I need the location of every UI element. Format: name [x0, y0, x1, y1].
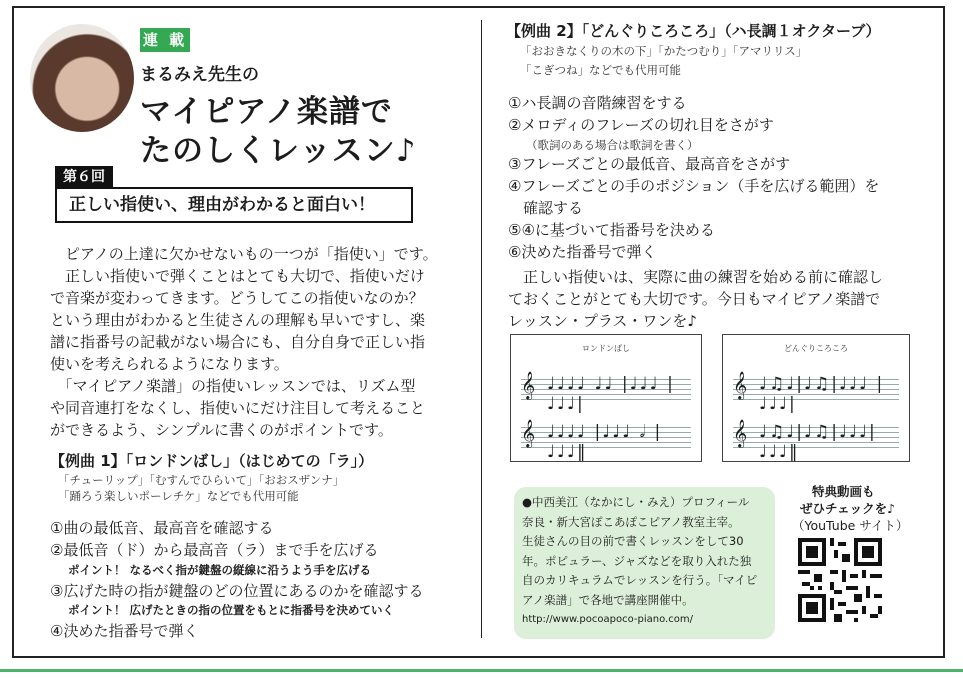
lesson-line: 「マイピアノ楽譜」の指使いレッスンでは、リズム型: [50, 377, 416, 395]
example2-note: （歌詞のある場合は歌詞を書く）: [526, 138, 699, 152]
bonus-line-1: 特典動画も: [812, 484, 875, 499]
example2-step: ③フレーズごとの最低音、最高音をさがす: [508, 155, 791, 173]
treble-clef-icon: 𝄞: [521, 419, 536, 447]
lesson-line: や同音連打をなくし、指使いにだけ注目して考えること: [50, 399, 426, 417]
bottom-green-rule: [0, 669, 963, 672]
example1-step: ①曲の最低音、最高音を確認する: [50, 519, 274, 537]
score-caption: どんぐりころころ: [784, 344, 848, 353]
intro-line: で音楽が変わってきます。どうしてこの指使いなのか？: [50, 289, 424, 307]
closing-line: 正しい指使いは、実際に曲の練習を始める前に確認し: [508, 268, 884, 286]
treble-clef-icon: 𝄞: [733, 419, 748, 447]
example2-alternative: 「こぎつね」などでも代用可能: [520, 63, 681, 77]
example2-alternative: 「おおきなくりの木の下」「かたつむり」「アマリリス」: [520, 44, 808, 58]
example2-step: ①ハ長調の音階練習をする: [508, 94, 687, 112]
series-badge: 連 載: [140, 28, 190, 52]
profile-line: アノ楽譜」で各地で講座開催中。: [522, 592, 694, 607]
notes-glyph: ♩♩♩♩ ♩♩ |♩♩♩ |♩♩♩|: [547, 374, 675, 414]
intro-line: という理由がわかると生徒さんの理解も早いですし、楽: [50, 311, 426, 329]
qr-code-icon[interactable]: [798, 538, 882, 622]
example1-step: ②最低音（ド）から最高音（ラ）まで手を広げる: [50, 541, 379, 559]
profile-line: 年。ポピュラー、ジャズなどを取り入れた独: [522, 553, 752, 568]
title-line-2: たのしくレッスン♪: [140, 133, 417, 169]
staff: [733, 419, 899, 462]
profile-line: ●中西美江（なかにし・みえ）プロフィール: [522, 495, 750, 509]
staff: [733, 371, 899, 414]
example2-heading: 【例曲 2】「どんぐりころころ」（ハ長調１オクターブ）: [506, 22, 881, 40]
intro-line: 使いを考えられるようになります。: [50, 355, 289, 373]
example1-step: ③広げた時の指が鍵盤のどの位置にあるのかを確認する: [50, 582, 424, 600]
bonus-line-3: （YouTube サイト）: [792, 518, 909, 533]
notes-glyph: ♩♩♩♩ |♩♩♩ 𝅗𝅥 |♩♩♩‖: [547, 422, 663, 462]
example2-step: 確認する: [508, 199, 584, 217]
intro-line: 正しい指使いで弾くことはとても大切で、指使いだけ: [50, 267, 425, 285]
author-line: まるみえ先生の: [140, 65, 259, 85]
article-subtitle: 正しい指使い、理由がわかると面白い！: [55, 187, 413, 223]
issue-number: 第６回: [55, 166, 113, 188]
treble-clef-icon: 𝄞: [733, 371, 748, 399]
lesson-line: ができるよう、シンプルに書くのがポイントです。: [50, 421, 393, 439]
example1-heading: 【例曲 1】「ロンドンばし」（はじめての「ラ」）: [50, 452, 374, 470]
example2-step: ④フレーズごとの手のポジション（手を広げる範囲）を: [508, 177, 880, 195]
example1-alternative: 「チューリップ」「むすんでひらいて」「おおスザンナ」: [58, 473, 345, 487]
intro-line: 譜に指番号の記載がない場合にも、自分自身で正しい指: [50, 333, 426, 351]
intro-line: ピアノの上達に欠かせないもの一つが「指使い」です。: [50, 245, 438, 263]
title-line-1: マイピアノ楽譜で: [140, 94, 393, 130]
example1-point: ポイント！ なるべく指が鍵盤の縦線に沿うよう手を広げる: [68, 563, 372, 577]
example2-step: ⑤④に基づいて指番号を決める: [508, 221, 715, 239]
score-donguri: [722, 334, 910, 462]
closing-line: レッスン・プラス・ワンを♪: [508, 312, 697, 330]
staff: [521, 419, 691, 462]
example1-point: ポイント！ 広げたときの指の位置をもとに指番号を決めていく: [68, 603, 395, 617]
profile-line: 生徒さんの目の前で書くレッスンをして30: [522, 534, 744, 548]
score-london-bridge: [510, 334, 702, 462]
author-photo: [30, 24, 134, 132]
example2-step: ⑥決めた指番号で弾く: [508, 243, 657, 261]
example2-step: ②メロディのフレーズの切れ目をさがす: [508, 116, 774, 134]
author-profile: [514, 487, 775, 639]
closing-paragraph: [508, 266, 928, 332]
bonus-line-2: ぜひチェックを♪: [800, 501, 896, 516]
example1-step: ④決めた指番号で弾く: [50, 622, 199, 640]
treble-clef-icon: 𝄞: [521, 371, 536, 399]
example1-alternative: 「踊ろう楽しいポーレチケ」などでも代用可能: [58, 489, 299, 503]
profile-line: 自のカリキュラムでレッスンを行う。「マイピ: [522, 573, 758, 587]
notes-glyph: ♩♫♩|♩♫|♩♩♩ |♩♩♩|: [759, 374, 885, 414]
closing-line: ておくことがとても大切です。今日もマイピアノ楽譜で: [508, 290, 881, 308]
profile-url[interactable]: http://www.pocoapoco-piano.com/: [522, 614, 693, 625]
score-caption: ロンドンばし: [582, 344, 630, 353]
profile-line: 奈良・新大宮ぽこあぽこピアノ教室主宰。: [522, 514, 740, 529]
lesson-paragraph: [50, 375, 460, 441]
notes-glyph: ♩♫♩|♩♫|♩♩♩|♩♩♩‖: [759, 422, 877, 462]
column-divider: [481, 20, 482, 638]
intro-paragraph: [50, 243, 460, 375]
staff: [521, 371, 691, 414]
